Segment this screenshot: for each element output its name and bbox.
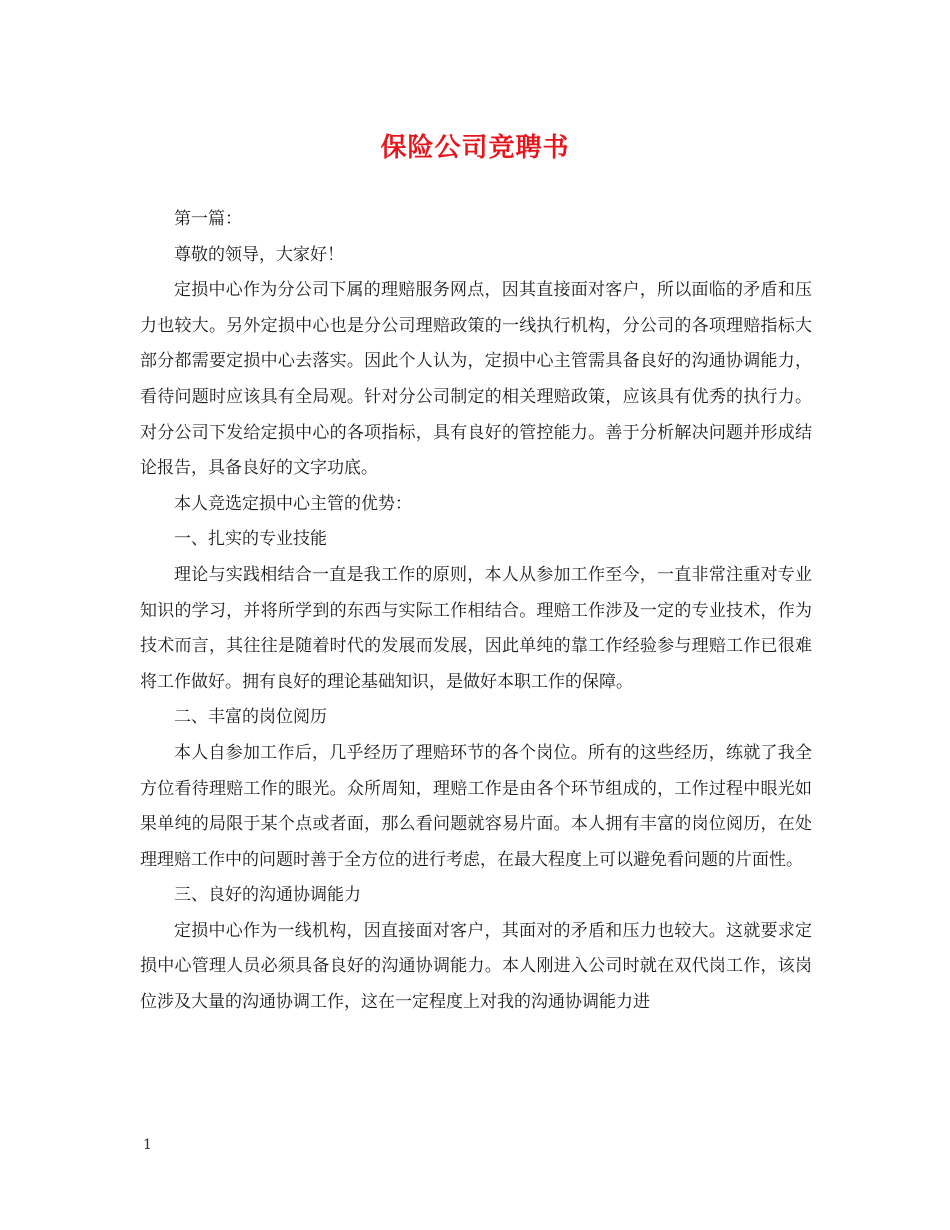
page-number: 1 bbox=[143, 1137, 152, 1153]
subsection-heading: 二、丰富的岗位阅历 bbox=[174, 707, 327, 728]
body-paragraph: 理论与实践相结合一直是我工作的原则，本人从参加工作至今，一直非常注重对专业知识的学习，并将所学到的东西与实际工作相结合。理赔工作涉及一定的专业技术，作为技术而言，其往往是随着时代的发展而发展，因此单纯的靠工作经验参与理赔工作已很难将工作做好。拥有良好的理论基础知识，是做好本职工作的保障。 bbox=[140, 564, 812, 692]
document-body bbox=[140, 202, 812, 1021]
body-paragraph: 本人自参加工作后，几乎经历了理赔环节的各个岗位。所有的这些经历，练就了我全方位看待理赔工作的眼光。众所周知，理赔工作是由各个环节组成的，工作过程中眼光如果单纯的局限于某个点或者面，那么看问题就容易片面。本人拥有丰富的岗位阅历，在处理理赔工作中的问题时善于全方位的进行考虑，在最大程度上可以避免看问题的片面性。 bbox=[140, 742, 812, 870]
page-title: 保险公司竞聘书 bbox=[380, 133, 570, 163]
body-paragraph: 定损中心作为一线机构，因直接面对客户，其面对的矛盾和压力也较大。这就要求定损中心管理人员必须具备良好的沟通协调能力。本人刚进入公司时就在双代岗工作，该岗位涉及大量的沟通协调工作，这在一定程度上对我的沟通协调能力进 bbox=[140, 920, 812, 1013]
body-paragraph: 本人竞选定损中心主管的优势： bbox=[174, 493, 412, 514]
subsection-heading: 三、良好的沟通协调能力 bbox=[174, 885, 361, 906]
subsection-heading: 一、扎实的专业技能 bbox=[174, 529, 327, 550]
body-paragraph: 定损中心作为分公司下属的理赔服务网点，因其直接面对客户，所以面临的矛盾和压力也较大。另外定损中心也是分公司理赔政策的一线执行机构，分公司的各项理赔指标大部分都需要定损中心去落实。因此个人认为，定损中心主管需具备良好的沟通协调能力，看待问题时应该具有全局观。针对分公司制定的相关理赔政策，应该具有优秀的执行力。对分公司下发给定损中心的各项指标，具有良好的管控能力。善于分析解决问题并形成结论报告，具备良好的文字功底。 bbox=[140, 280, 812, 479]
salutation: 尊敬的领导，大家好！ bbox=[174, 244, 344, 265]
section-heading: 第一篇： bbox=[174, 209, 242, 229]
